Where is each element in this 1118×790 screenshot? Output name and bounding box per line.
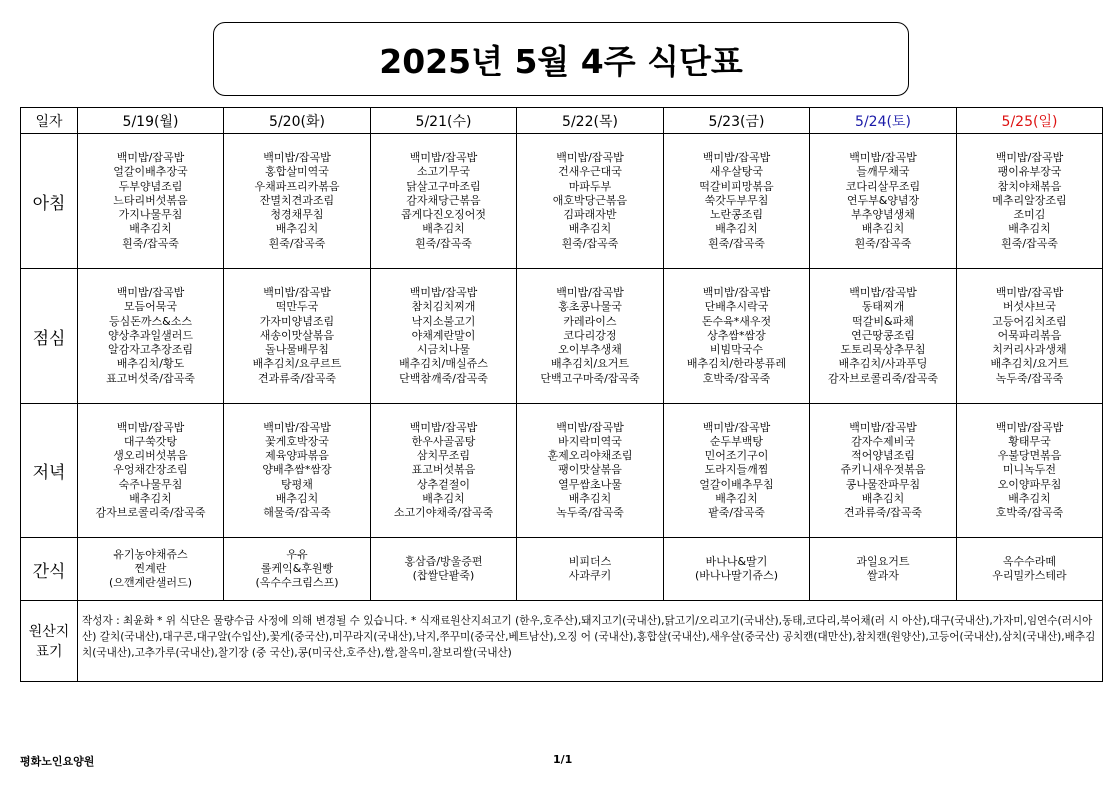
day-header-tue: 5/20(화): [224, 108, 371, 134]
menu-cell: [810, 269, 957, 404]
menu-item: 코다리강정: [563, 328, 617, 342]
menu-item: 호박죽/잡곡죽: [995, 506, 1064, 519]
meal-row-snack: [21, 538, 1103, 601]
menu-item: 소고기무국: [416, 165, 471, 179]
menu-item: 홍삼즙/방울증편: [404, 554, 483, 568]
menu-item: 백미밥/잡곡밥: [995, 286, 1064, 300]
menu-item: 들깨무채국: [856, 165, 910, 179]
menu-item: 소고기야채죽/잡곡죽: [393, 506, 494, 519]
menu-item: 야채계란말이: [411, 328, 476, 342]
menu-item: 민어조기구이: [704, 449, 769, 463]
menu-item: 시금치나물: [416, 343, 471, 357]
menu-item: 조미김: [1013, 208, 1046, 222]
menu-item: (바나나딸기쥬스): [695, 569, 778, 582]
origin-row: [21, 601, 1103, 682]
menu-item: (찹쌀단팥죽): [412, 569, 475, 582]
menu-item: 쥬키니새우젓볶음: [840, 463, 926, 477]
menu-item: 우엉채간장조림: [113, 463, 188, 477]
menu-item: 양상추과일샐러드: [107, 328, 193, 342]
menu-item: 노란콩조림: [709, 208, 764, 222]
menu-item: 고등어김치조림: [992, 314, 1067, 328]
menu-item: 참치김치찌개: [411, 300, 476, 314]
menu-item: 배추김치/사과푸딩: [838, 357, 928, 371]
menu-item: 배추김치: [715, 491, 758, 505]
menu-item: 백미밥/잡곡밥: [409, 420, 478, 434]
menu-item: 상추쌈*쌈장: [707, 328, 766, 342]
meal-row-dinner: [21, 404, 1103, 538]
menu-cell: [664, 269, 810, 404]
menu-item: 단백참깨죽/잡곡죽: [399, 371, 488, 385]
meal-label: 간식: [21, 538, 78, 601]
menu-cell: [810, 134, 957, 269]
menu-item: 배추김치: [422, 491, 465, 505]
menu-item: 흰죽/잡곡죽: [561, 236, 619, 250]
menu-cell: [664, 538, 810, 601]
menu-item: 우리밀카스테라: [992, 569, 1067, 582]
menu-cell: [371, 404, 517, 538]
menu-item: 유기농야채쥬스: [113, 547, 188, 561]
menu-item: 홍합살미역국: [265, 165, 329, 179]
menu-item: 배추김치: [1008, 222, 1051, 236]
menu-item: 떡갈비피망볶음: [699, 179, 774, 193]
title-box: [213, 22, 909, 96]
menu-item: 배추김치: [861, 222, 905, 236]
menu-cell: [224, 269, 371, 404]
menu-item: 미니녹두전: [1002, 463, 1057, 477]
menu-item: 쑥갓두부무침: [704, 193, 769, 207]
menu-item: 닭살고구마조림: [406, 179, 481, 193]
menu-item: 꽃게호박장국: [265, 434, 329, 448]
day-header-sun: 5/25(일): [957, 108, 1103, 134]
menu-item: 건새우근대국: [558, 165, 622, 179]
menu-item: 흰죽/잡곡죽: [122, 236, 179, 250]
menu-item: 알감자고추장조림: [107, 343, 193, 357]
menu-item: 느타리버섯볶음: [113, 193, 188, 207]
menu-item: 백미밥/잡곡밥: [116, 420, 185, 434]
menu-item: 카레라이스: [563, 314, 617, 328]
menu-item: 탕평채: [281, 477, 313, 491]
menu-cell: [517, 134, 664, 269]
menu-item: 백미밥/잡곡밥: [263, 420, 331, 434]
menu-item: 백미밥/잡곡밥: [556, 420, 624, 434]
day-header-thu: 5/22(목): [517, 108, 664, 134]
menu-item: 백미밥/잡곡밥: [702, 420, 771, 434]
menu-item: 대구쑥갓탕: [123, 434, 178, 448]
menu-item: (으깬계란샐러드): [109, 576, 192, 590]
menu-item: 배추김치/매실쥬스: [399, 357, 488, 371]
menu-cell: [957, 538, 1103, 601]
menu-item: 등심돈까스&소스: [109, 314, 192, 328]
menu-item: 얼갈이배추장국: [113, 165, 188, 179]
menu-item: 흰죽/잡곡죽: [708, 236, 765, 250]
menu-item: 치커리사과생채: [992, 343, 1067, 357]
menu-item: 동태찌개: [861, 300, 905, 314]
date-label: 일자: [21, 108, 78, 134]
menu-item: 코다리살무조림: [845, 179, 921, 193]
menu-item: 오이양파무침: [997, 477, 1062, 491]
menu-item: 제육양파볶음: [265, 449, 329, 463]
meal-row-lunch: [21, 269, 1103, 404]
day-header-wed: 5/21(수): [371, 108, 517, 134]
menu-item: 팥죽/잡곡죽: [708, 506, 765, 519]
menu-item: 백미밥/잡곡밥: [995, 151, 1064, 165]
menu-item: 감자수제비국: [851, 434, 915, 448]
menu-item: 바나나&딸기: [705, 554, 768, 568]
menu-item: 돈수육*새우젓: [701, 314, 772, 328]
day-header-fri: 5/23(금): [664, 108, 810, 134]
menu-item: 배추김치: [129, 491, 172, 505]
menu-item: 해물죽/잡곡죽: [263, 506, 331, 519]
header-row: [21, 108, 1103, 134]
menu-cell: [78, 404, 224, 538]
day-header-mon: 5/19(월): [78, 108, 224, 134]
menu-item: 청경채무침: [270, 208, 324, 222]
menu-cell: [957, 404, 1103, 538]
menu-cell: [957, 134, 1103, 269]
menu-item: 콥게다진오징어젓: [400, 208, 486, 222]
origin-text: 작성자 : 최윤화 * 위 식단은 물량수급 사정에 의해 변경될 수 있습니다. * 식재료원산지쇠고기 (한우,호주산),돼지고기(국내산),닭고기/오리고기(국내산),동태,코다리,북어채(러 시 아산),대구(국내산),가자미,임연수(러시아산) 갈치(국내산),대구콘,대구알(수입산),꽃게(중국산),미꾸라지(국내산),낙지,쭈꾸미(중국산,베트남산),오징 어 (국내산),홍합살(국내산),새우살(중국산) 공치캔(대만산),참치캔(원양산),고등어(국내산),삼치(국내산),배추김치(국내산),고추가루(국내산),찰기장 (중 국산),콩(미국산,호주산),쌀,찰옥미,찰보리쌀(국내산): [78, 601, 1103, 682]
menu-item: 메추리알장조림: [992, 193, 1067, 207]
menu-item: 백미밥/잡곡밥: [116, 286, 185, 300]
menu-item: 옥수수라떼: [1002, 554, 1057, 568]
menu-item: 배추김치: [422, 222, 465, 236]
menu-item: 감자브로콜리죽/잡곡죽: [95, 506, 206, 519]
menu-cell: [810, 404, 957, 538]
menu-item: 배추김치/요거트: [990, 357, 1069, 371]
menu-item: 상추겉절이: [416, 477, 471, 491]
menu-item: 찐계란: [134, 561, 167, 575]
menu-item: 흰죽/잡곡죽: [268, 236, 326, 250]
menu-item: 백미밥/잡곡밥: [995, 420, 1064, 434]
menu-item: 도토리묵상추무침: [840, 343, 926, 357]
menu-item: 롤케익&후원빵: [260, 561, 334, 575]
menu-table: [20, 107, 1103, 682]
menu-item: 홍초콩나물국: [558, 300, 622, 314]
menu-item: 어묵파리볶음: [997, 328, 1062, 342]
menu-cell: [224, 404, 371, 538]
menu-item: 백미밥/잡곡밥: [702, 286, 771, 300]
origin-label: 원산지 표기: [21, 601, 78, 682]
menu-item: 순두부백탕: [709, 434, 764, 448]
menu-item: 연두부&양념장: [846, 193, 920, 207]
menu-cell: [664, 134, 810, 269]
menu-cell: [517, 269, 664, 404]
menu-item: 삼치무조림: [416, 449, 471, 463]
meal-label: 아침: [21, 134, 78, 269]
menu-item: 부추양념생채: [851, 208, 915, 222]
menu-item: 백미밥/잡곡밥: [116, 151, 185, 165]
menu-item: 우채파프리카볶음: [254, 179, 340, 193]
menu-item: 마파두부: [568, 179, 612, 193]
menu-cell: [224, 538, 371, 601]
menu-item: 배추김치: [1008, 491, 1051, 505]
menu-item: 감자브로콜리죽/잡곡죽: [828, 371, 938, 385]
menu-item: 적어양념조림: [851, 449, 915, 463]
footer-page-number: 1/1: [553, 753, 573, 766]
menu-item: 김파래자반: [563, 208, 617, 222]
page-title: 2025년 5월 4주 식단표: [379, 41, 743, 81]
menu-item: 녹두죽/잡곡죽: [556, 506, 624, 519]
menu-item: 배추김치/한라봉퓨레: [686, 357, 787, 371]
menu-item: 우유: [286, 547, 308, 561]
menu-item: 배추김치/요쿠르트: [252, 357, 342, 371]
menu-item: 백미밥/잡곡밥: [409, 286, 478, 300]
menu-item: 얼갈이배추무침: [699, 477, 774, 491]
menu-cell: [78, 538, 224, 601]
menu-cell: [664, 404, 810, 538]
menu-item: 떡갈비&파채: [852, 314, 914, 328]
menu-item: 숙주나물무침: [118, 477, 183, 491]
menu-item: 백미밥/잡곡밥: [556, 151, 624, 165]
menu-item: 흰죽/잡곡죽: [415, 236, 472, 250]
menu-item: 배추김치: [715, 222, 758, 236]
menu-cell: [957, 269, 1103, 404]
menu-item: 백미밥/잡곡밥: [263, 151, 331, 165]
menu-item: 백미밥/잡곡밥: [849, 420, 917, 434]
menu-item: 훈제오리야채조림: [547, 449, 633, 463]
menu-item: 우불당면볶음: [997, 449, 1062, 463]
menu-cell: [371, 538, 517, 601]
menu-item: 새우살탕국: [709, 165, 764, 179]
menu-item: 배추김치: [275, 222, 319, 236]
menu-item: 잔멸치견과조림: [259, 193, 335, 207]
menu-cell: [517, 404, 664, 538]
day-header-sat: 5/24(토): [810, 108, 957, 134]
menu-item: 황태무국: [1008, 434, 1051, 448]
menu-item: 돌나물배무침: [265, 343, 329, 357]
menu-item: 흰죽/잡곡죽: [1001, 236, 1058, 250]
menu-item: 양배추쌈*쌈장: [262, 463, 332, 477]
menu-item: 배추김치/요거트: [550, 357, 630, 371]
menu-cell: [810, 538, 957, 601]
menu-item: 백미밥/잡곡밥: [702, 151, 771, 165]
meal-label: 저녁: [21, 404, 78, 538]
menu-item: 백미밥/잡곡밥: [849, 151, 917, 165]
menu-item: 배추김치: [568, 491, 612, 505]
menu-cell: [517, 538, 664, 601]
menu-item: 표고버섯죽/잡곡죽: [106, 371, 195, 385]
menu-cell: [371, 269, 517, 404]
menu-item: 생오리버섯볶음: [113, 449, 188, 463]
menu-cell: [371, 134, 517, 269]
menu-item: 바지락미역국: [558, 434, 622, 448]
menu-item: 쌀과자: [867, 569, 899, 582]
menu-item: 호박죽/잡곡죽: [702, 371, 771, 385]
meal-label: 점심: [21, 269, 78, 404]
menu-item: 떡만두국: [275, 300, 319, 314]
menu-item: 백미밥/잡곡밥: [849, 286, 917, 300]
menu-item: 녹두죽/잡곡죽: [995, 371, 1064, 385]
menu-item: 연근땅콩조림: [851, 328, 915, 342]
menu-cell: [224, 134, 371, 269]
menu-item: 가자미양념조림: [259, 314, 335, 328]
menu-item: 과일요거트: [856, 554, 910, 568]
menu-item: 흰죽/잡곡죽: [854, 236, 912, 250]
menu-item: 모듬어묵국: [123, 300, 178, 314]
menu-item: 콩나물잔파무침: [845, 477, 921, 491]
menu-item: 낙지소불고기: [411, 314, 476, 328]
menu-item: 백미밥/잡곡밥: [263, 286, 331, 300]
menu-item: 버섯샤브국: [1002, 300, 1057, 314]
menu-item: 배추김치: [568, 222, 612, 236]
menu-item: 두부양념조림: [118, 179, 183, 193]
menu-item: 팽이맛살볶음: [558, 463, 622, 477]
menu-item: 감자채당근볶음: [406, 193, 481, 207]
menu-cell: [78, 134, 224, 269]
menu-item: 가지나물무침: [118, 208, 183, 222]
footer-org: 평화노인요양원: [20, 755, 95, 768]
menu-item: 비피더스: [568, 554, 612, 568]
menu-item: (옥수수크림스프): [255, 576, 339, 590]
menu-item: 도라지들깨찜: [704, 463, 769, 477]
menu-item: 백미밥/잡곡밥: [556, 286, 624, 300]
menu-cell: [78, 269, 224, 404]
menu-item: 한우사골곰탕: [411, 434, 476, 448]
meal-row-breakfast: [21, 134, 1103, 269]
menu-item: 오이부추생채: [558, 343, 622, 357]
menu-item: 배추김치: [129, 222, 172, 236]
menu-item: 단배추시락국: [704, 300, 769, 314]
menu-item: 열무쌈초나물: [558, 477, 622, 491]
menu-item: 비빔막국수: [709, 343, 764, 357]
menu-item: 배추김치: [861, 491, 905, 505]
menu-item: 팽이유부장국: [997, 165, 1062, 179]
menu-item: 참치야채볶음: [997, 179, 1062, 193]
menu-item: 백미밥/잡곡밥: [409, 151, 478, 165]
menu-item: 새송이맛살볶음: [259, 328, 335, 342]
menu-item: 사과쿠키: [568, 569, 612, 582]
menu-item: 애호박당근볶음: [552, 193, 628, 207]
menu-item: 배추김치/황도: [116, 357, 185, 371]
menu-item: 배추김치: [275, 491, 319, 505]
menu-item: 견과류죽/잡곡죽: [257, 371, 337, 385]
menu-item: 견과류죽/잡곡죽: [843, 506, 923, 519]
menu-item: 표고버섯볶음: [411, 463, 476, 477]
menu-item: 단백고구마죽/잡곡죽: [540, 371, 640, 385]
